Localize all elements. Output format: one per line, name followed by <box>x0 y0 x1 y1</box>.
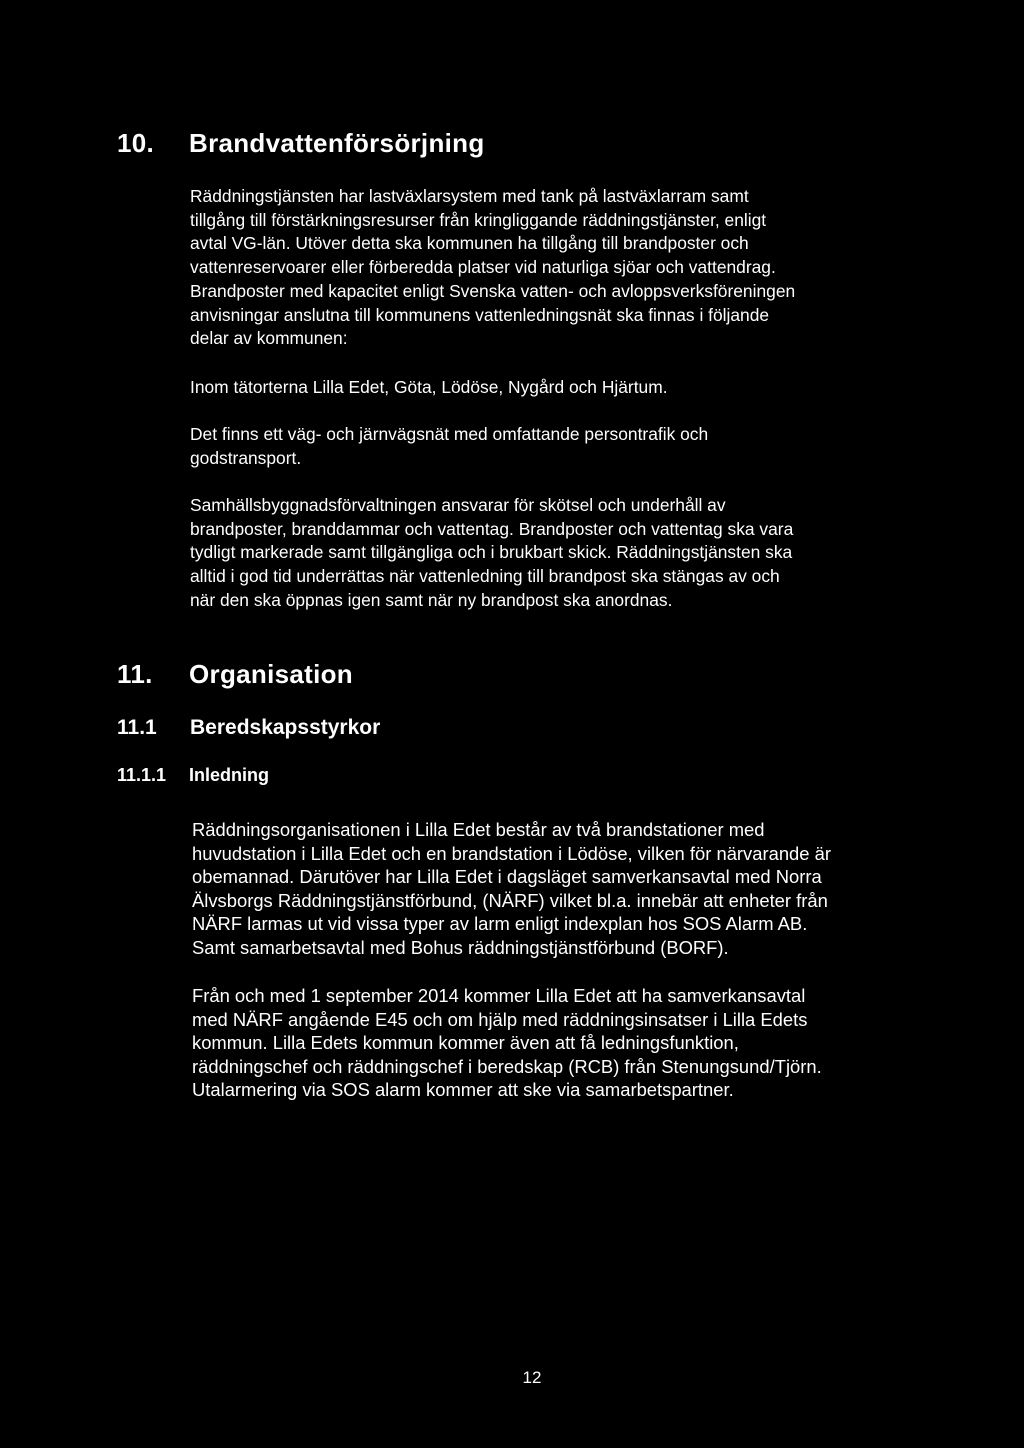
section-10-title: Brandvattenförsörjning <box>189 128 485 158</box>
text-line: godstransport. <box>190 447 302 468</box>
text-line: Räddningsorganisationen i Lilla Edet består av två brandstationer med <box>192 819 765 840</box>
text-line: Inom tätorterna Lilla Edet, Göta, Lödöse, Nygård och Hjärtum. <box>190 377 668 397</box>
section-10-paragraph-4 <box>190 494 920 613</box>
text-line: avtal VG-län. Utöver detta ska kommunen ha tillgång till brandposter och <box>190 233 749 254</box>
section-11-title: Organisation <box>189 659 353 689</box>
text-line: Brandposter med kapacitet enligt Svenska vatten- och avloppsverksföreningen <box>190 280 796 301</box>
text-line: obemannad. Därutöver har Lilla Edet i dagsläget samverkansavtal med Norra <box>192 866 822 888</box>
section-10-paragraph-3 <box>190 423 920 470</box>
text-line: tillgång till förstärkningsresurser från kringliggande räddningstjänster, enligt <box>190 209 767 230</box>
text-line: huvudstation i Lilla Edet och en brandstation i Lödöse, vilken för närvarande är <box>192 842 831 864</box>
page-number-text: 12 <box>522 1368 542 1387</box>
section-11-1-1-title: Inledning <box>189 765 269 785</box>
text-line: Från och med 1 september 2014 kommer Lilla Edet att ha samverkansavtal <box>192 985 806 1006</box>
text-line: räddningschef och räddningschef i beredskap (RCB) från Stenungsund/Tjörn. <box>192 1055 822 1077</box>
text-line: anvisningar anslutna till kommunens vattenledningsnät ska finnas i följande <box>190 304 770 325</box>
section-11-1-1-heading <box>117 763 269 787</box>
section-11-1-1-paragraph-1 <box>192 818 922 960</box>
text-line: vattenreservoarer eller förberedda platser vid naturliga sjöar och vattendrag. <box>190 257 776 278</box>
text-line: Räddningstjänsten har lastväxlarsystem med tank på lastväxlarram samt <box>190 186 749 206</box>
section-11-number: 11. <box>117 659 153 689</box>
text-line: delar av kommunen: <box>190 328 348 349</box>
text-line: NÄRF larmas ut vid vissa typer av larm enligt indexplan hos SOS Alarm AB. <box>192 913 808 935</box>
section-10-number: 10. <box>117 128 155 158</box>
text-line: alltid i god tid underrättas när vattenledning till brandpost ska stängas av och <box>190 566 780 587</box>
section-11-1-title: Beredskapsstyrkor <box>190 716 381 739</box>
text-line: när den ska öppnas igen samt när ny brandpost ska anordnas. <box>190 589 673 610</box>
section-10-heading <box>117 128 485 158</box>
text-line: Samt samarbetsavtal med Bohus räddningstjänstförbund (BORF). <box>192 936 729 958</box>
section-10-paragraph-1 <box>190 185 920 351</box>
section-11-1-1-number: 11.1.1 <box>117 765 167 785</box>
text-line: brandposter, branddammar och vattentag. Brandposter och vattentag ska vara <box>190 518 794 539</box>
section-11-1-heading <box>117 715 380 741</box>
section-10-paragraph-2 <box>190 376 920 400</box>
text-line: Det finns ett väg- och järnvägsnät med omfattande persontrafik och <box>190 424 709 444</box>
text-line: kommun. Lilla Edets kommun kommer även att få ledningsfunktion, <box>192 1032 739 1054</box>
text-line: Samhällsbyggnadsförvaltningen ansvarar för skötsel och underhåll av <box>190 495 726 515</box>
text-line: med NÄRF angående E45 och om hjälp med räddningsinsatser i Lilla Edets <box>192 1008 808 1030</box>
text-line: Älvsborgs Räddningstjänstförbund, (NÄRF) vilket bl.a. innebär att enheter från <box>192 889 828 911</box>
text-line: Utalarmering via SOS alarm kommer att ske via samarbetspartner. <box>192 1079 734 1101</box>
section-11-1-number: 11.1 <box>117 716 157 739</box>
section-11-heading <box>117 659 353 689</box>
text-line: tydligt markerade samt tillgängliga och i brukbart skick. Räddningstjänsten ska <box>190 542 793 563</box>
section-11-1-1-paragraph-2 <box>192 984 922 1102</box>
page-number <box>0 1368 1024 1388</box>
